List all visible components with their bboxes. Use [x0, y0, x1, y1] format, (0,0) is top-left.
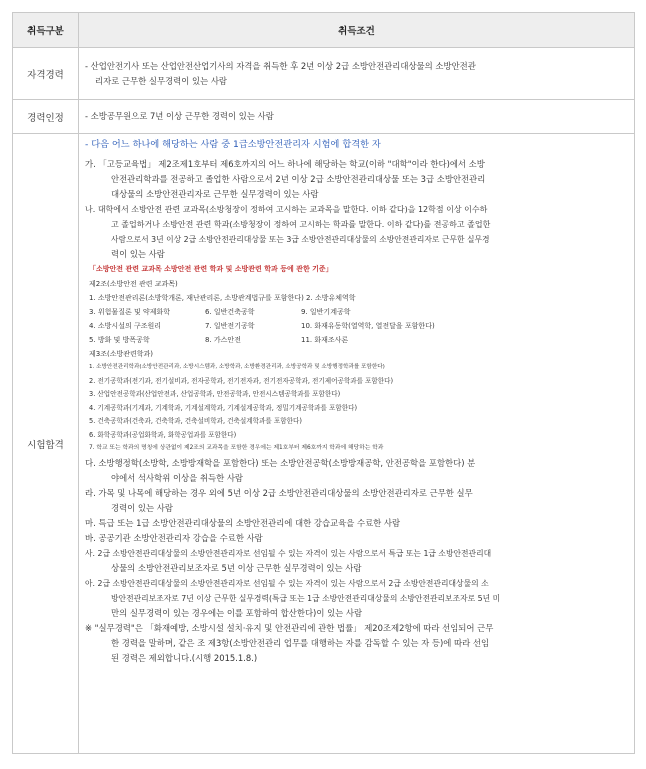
- item-a-cont: 만의 실무경력이 있는 경우에는 이를 포함하여 합산한다)이 있는 사람: [111, 607, 363, 618]
- item-da: 다. 소방행정학(소방학, 소방방재학을 포함한다) 또는 소방안전공학(소방방재공학, 안전공학을 포함한다) 분: [85, 457, 476, 468]
- qualification-table: [12, 12, 635, 754]
- exam-intro: - 다음 어느 하나에 해당하는 사람 중 1급소방안전관리자 시험에 합격한 자: [85, 139, 381, 150]
- article-2-item: 3. 위험물질론 및 약제화학: [89, 308, 170, 316]
- article-2-item: 8. 가스안전: [205, 336, 241, 344]
- item-sa-cont: 상물의 소방안전관리보조자로 5년 이상 근무한 실무경력이 있는 사람: [111, 562, 362, 573]
- article-3-item: 1. 소방안전관리학과(소방안전관리과, 소방시스템과, 소방학과, 소방환경관리과, 소방공학과 및 소방행정학과를 포함한다): [89, 364, 385, 370]
- article-3-item: 2. 전기공학과(전기과, 전기설비과, 전자공학과, 전기전자과, 전기전자공학과, 전기제어공학과를 포함한다): [89, 376, 394, 385]
- header-acquisition-type: 취득구분: [13, 13, 79, 48]
- item-ga-cont: 안전관리학과를 전공하고 졸업한 사람으로서 2년 이상 2급 소방안전관리대상물 또는 3급 소방안전관리: [111, 174, 486, 184]
- notice-title: 「소방안전 관련 교과목 소방안전 관련 학과 및 소방관련 학과 등에 관한 기준」: [89, 265, 333, 273]
- article-3-item: 6. 화학공학과(공업화학과, 화학공업과를 포함한다): [89, 430, 237, 439]
- row-content-career: [79, 100, 635, 134]
- article-3-item: 7. 학교 또는 학과의 명칭에 상관없이 제2조의 교과목을 포함한 경우에는 제1호부터 제6호까지 학과에 해당하는 학과: [89, 445, 384, 451]
- article-2-title: 제2조(소방안전 관련 교과목): [89, 280, 178, 288]
- article-3-item: 5. 건축공학과(건축과, 건축학과, 건축설비학과, 건축설계학과를 포함한다): [89, 417, 302, 425]
- row-label-career: 경력인정: [13, 100, 79, 134]
- table-row-qualification: [13, 48, 635, 100]
- header-acquisition-condition: 취득조건: [79, 13, 635, 48]
- item-na-cont: 사람으로서 3년 이상 2급 소방안전관리대상물 또는 3급 소방안전관리대상물의 소방안전관리자로 근무한 실무경: [111, 235, 490, 244]
- table-row-career: [13, 100, 635, 134]
- article-2-item: 4. 소방시설의 구조원리: [89, 322, 161, 330]
- row-label-exam: 시험합격: [13, 134, 79, 754]
- text-line: - 산업안전기사 또는 산업안전산업기사의 자격을 취득한 후 2년 이상 2급 소방안전관리대상물의 소방안전관: [85, 60, 476, 71]
- article-2-item: 11. 화재조사론: [301, 336, 349, 344]
- text-line: - 소방공무원으로 7년 이상 근무한 경력이 있는 사람: [85, 111, 274, 121]
- table-header-row: [13, 13, 635, 48]
- article-2-row: [85, 333, 628, 347]
- text-line: 리자로 근무한 실무경력이 있는 사람: [95, 75, 228, 86]
- row-content-qualification: [79, 48, 635, 100]
- item-na: 나. 대학에서 소방안전 관련 교과목(소방청장이 정하여 고시하는 교과목을 말한다. 이하 같다)을 12학점 이상 이수하: [85, 205, 488, 214]
- article-2-item: 7. 일반전기공학: [205, 322, 255, 330]
- article-2-row: [85, 305, 628, 319]
- item-na-cont: 력이 있는 사람: [111, 249, 165, 259]
- item-sa: 사. 2급 소방안전관리대상물의 소방안전관리자로 선임될 수 있는 자격이 있는 사람으로서 특급 또는 1급 소방안전관리대: [85, 548, 492, 558]
- item-ra: 라. 가목 및 나목에 해당하는 경우 외에 5년 이상 2급 소방안전관리대상물의 소방안전관리자로 근무한 실무: [85, 487, 473, 498]
- item-a-cont: 방안전관리보조자로 7년 이상 근무한 실무경력(특급 또는 1급 소방안전관리대상물의 소방안전관리보조자로 5년 미: [111, 593, 501, 603]
- item-da-cont: 야에서 석사학위 이상을 취득한 사람: [111, 472, 244, 483]
- row-content-exam: [79, 134, 635, 754]
- article-2-item: 1. 소방안전관리론(소방학개론, 재난관리론, 소방관계법규를 포함한다) 2. 소방유체역학: [89, 294, 356, 302]
- note-line: 한 경력을 말하며, 같은 조 제3항(소방안전관리 업무를 대행하는 자를 감독할 수 있는 자 등)에 따라 선임: [111, 637, 490, 648]
- row-label-qualification: 자격경력: [13, 48, 79, 100]
- article-3-title: 제3조(소방관련학과): [89, 350, 154, 358]
- item-a: 아. 2급 소방안전관리대상물의 소방안전관리자로 선임될 수 있는 자격이 있는 사람으로서 2급 소방안전관리대상물의 소: [85, 578, 489, 588]
- note-line: ※ "실무경력"은 「화재예방, 소방시설 설치·유지 및 안전관리에 관한 법률」 제20조제2항에 따라 선임되어 근무: [85, 622, 494, 633]
- article-2-item: 10. 화재유동학(열역학, 열전달을 포함한다): [301, 322, 435, 330]
- item-na-cont: 고 졸업하거나 소방안전 관련 학과(소방청장이 정하여 고시하는 학과를 말한다. 이하 같다)를 전공하고 졸업한: [111, 220, 491, 229]
- article-2-item: 5. 방화 및 방폭공학: [89, 336, 150, 344]
- article-3-item: 4. 기계공학과(기계과, 기계학과, 기계설계학과, 기계설계공학과, 정밀기계공학과를 포함한다): [89, 403, 358, 412]
- article-2-item: 9. 일반기계공학: [301, 308, 351, 316]
- item-ga-cont: 대상물의 소방안전관리자로 근무한 실무경력이 있는 사람: [111, 189, 319, 199]
- item-ba: 바. 공공기관 소방안전관리자 강습을 수료한 사람: [85, 532, 263, 543]
- note-line: 된 경력은 제외합니다.(시행 2015.1.8.): [111, 652, 258, 663]
- item-ga: 가. 「고등교육법」 제2조제1호부터 제6호까지의 어느 하나에 해당하는 학교(이하 "대학"이라 한다)에서 소방: [85, 159, 485, 169]
- table-row-exam: [13, 134, 635, 754]
- item-ra-cont: 경력이 있는 사람: [111, 502, 173, 513]
- item-ma: 마. 특급 또는 1급 소방안전관리대상물의 소방안전관리에 대한 강습교육을 수료한 사람: [85, 517, 401, 528]
- article-3-item: 3. 산업안전공학과(산업안전과, 산업공학과, 안전공학과, 안전시스템공학과를 포함한다): [89, 390, 341, 398]
- article-2-item: 6. 일반건축공학: [205, 308, 255, 316]
- article-2-row: [85, 319, 628, 333]
